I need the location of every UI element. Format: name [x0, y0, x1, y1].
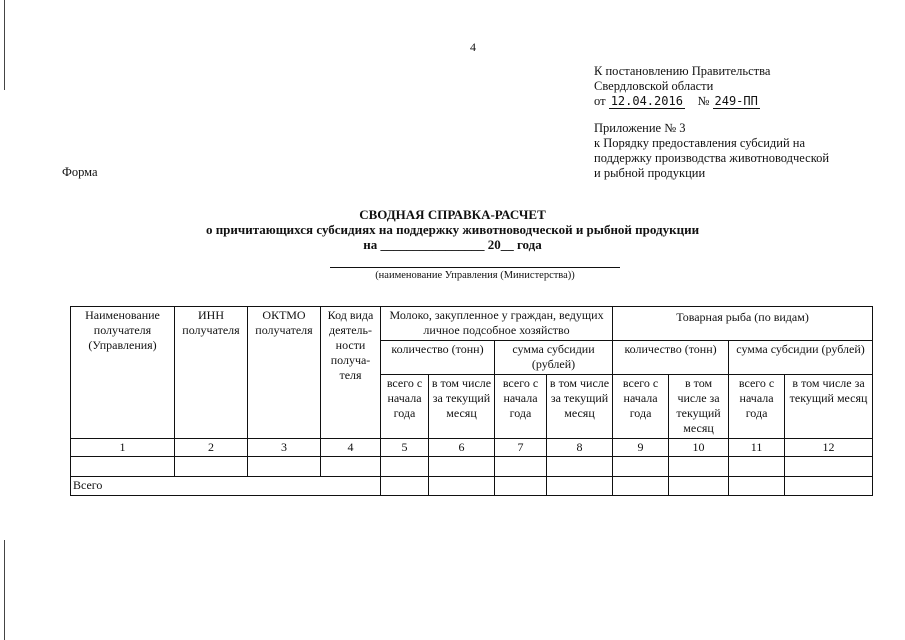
table-cell — [321, 457, 381, 477]
table-cell — [248, 457, 321, 477]
table-cell — [669, 477, 729, 496]
date-prefix: от — [594, 94, 606, 108]
empty-data-row — [71, 457, 873, 477]
scan-edge-mark — [4, 0, 5, 90]
header-ytd: всего с начала года — [613, 375, 669, 439]
approval-block — [594, 64, 770, 109]
table-cell — [613, 457, 669, 477]
column-number: 5 — [381, 439, 429, 457]
approval-date: 12.04.2016 — [610, 94, 683, 108]
table-cell — [495, 477, 547, 496]
department-caption: (наименование Управления (Министерства)) — [375, 270, 575, 281]
title-line-2: о причитающихся субсидиях на поддержку животноводческой и рыбной продукции — [205, 222, 700, 237]
header-fish: Товарная рыба (по видам) — [613, 307, 873, 341]
appendix-block — [594, 121, 829, 181]
header-inn: ИНН получателя — [175, 307, 248, 439]
title-line-3: на ________________ 20__ года — [363, 237, 542, 252]
table-cell — [381, 477, 429, 496]
header-ytd: всего с начала года — [381, 375, 429, 439]
approval-line-2: Свердловской области — [594, 79, 714, 93]
header-milk: Молоко, закупленное у граждан, ведущих личное подсобное хозяйство — [381, 307, 613, 341]
header-milk-sum: сумма субсидии (рублей) — [495, 341, 613, 375]
table-cell — [729, 477, 785, 496]
appendix-line: и рыбной продукции — [594, 166, 706, 180]
number-prefix: № — [697, 94, 710, 108]
column-number: 9 — [613, 439, 669, 457]
appendix-line: к Порядку предоставления субсидий на — [594, 136, 806, 150]
header-month: в том числе за текущий месяц — [429, 375, 495, 439]
page-number: 4 — [470, 40, 476, 54]
table-cell — [785, 477, 873, 496]
subsidy-table — [70, 306, 873, 496]
department-name-line — [330, 267, 620, 268]
table-cell — [71, 457, 175, 477]
column-number: 7 — [495, 439, 547, 457]
title-line-1: СВОДНАЯ СПРАВКА-РАСЧЕТ — [359, 207, 546, 222]
total-label: Всего — [71, 477, 381, 496]
appendix-line: Приложение № 3 — [594, 121, 686, 135]
column-number: 3 — [248, 439, 321, 457]
header-fish-sum: сумма субсидии (рублей) — [729, 341, 873, 375]
header-fish-quantity: количество (тонн) — [613, 341, 729, 375]
table-cell — [613, 477, 669, 496]
column-number: 2 — [175, 439, 248, 457]
column-number: 8 — [547, 439, 613, 457]
appendix-line: поддержку производства животноводческой — [594, 151, 830, 165]
column-number: 4 — [321, 439, 381, 457]
header-month: в том числе за текущий месяц — [547, 375, 613, 439]
header-month: в том числе за текущий месяц — [669, 375, 729, 439]
header-ytd: всего с начала года — [495, 375, 547, 439]
table-cell — [429, 457, 495, 477]
table-cell — [175, 457, 248, 477]
approval-number: 249-ПП — [714, 94, 758, 108]
table-cell — [547, 457, 613, 477]
header-ytd: всего с начала года — [729, 375, 785, 439]
document-title — [0, 207, 905, 252]
table-cell — [785, 457, 873, 477]
scan-edge-mark — [4, 540, 5, 640]
total-row — [71, 477, 873, 496]
column-number: 6 — [429, 439, 495, 457]
approval-line-1: К постановлению Правительства — [594, 64, 771, 78]
column-number: 11 — [729, 439, 785, 457]
column-number: 1 — [71, 439, 175, 457]
approval-date-line — [594, 94, 770, 109]
table-cell — [669, 457, 729, 477]
header-oktmo: ОКТМО получателя — [248, 307, 321, 439]
column-number: 10 — [669, 439, 729, 457]
header-recipient: Наименование получателя (Управления) — [71, 307, 175, 439]
table-cell — [547, 477, 613, 496]
table-cell — [495, 457, 547, 477]
table-cell — [381, 457, 429, 477]
column-number: 12 — [785, 439, 873, 457]
header-activity-code: Код вида деятель-ности получа-теля — [321, 307, 381, 439]
header-month: в том числе за текущий месяц — [785, 375, 873, 439]
column-number-row — [71, 439, 873, 457]
forma-label: Форма — [62, 165, 98, 179]
table-cell — [429, 477, 495, 496]
table-cell — [729, 457, 785, 477]
header-milk-quantity: количество (тонн) — [381, 341, 495, 375]
